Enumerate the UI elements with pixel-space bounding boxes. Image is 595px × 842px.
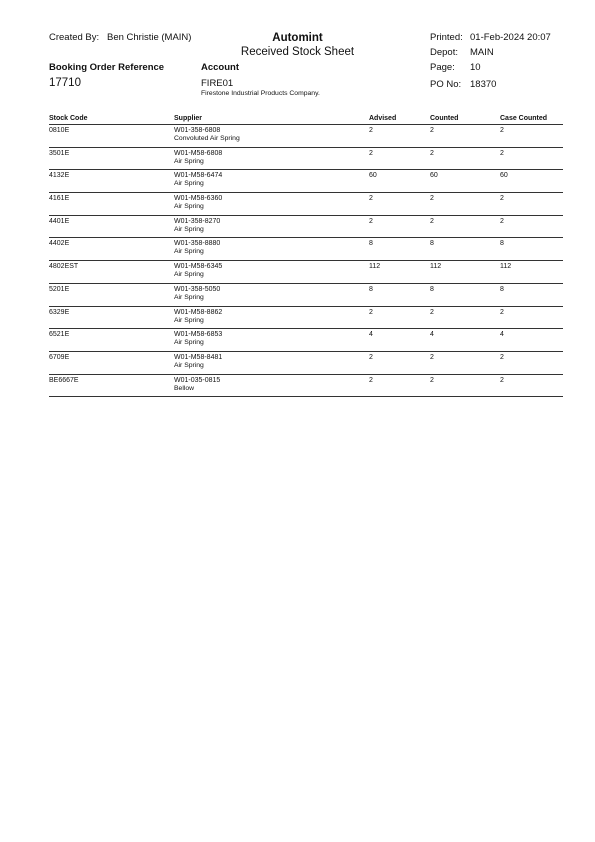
advised-qty: 60 <box>369 172 377 180</box>
table-row <box>49 375 563 398</box>
counted-qty: 2 <box>430 127 434 134</box>
advised-qty: 2 <box>369 308 373 316</box>
item-description: Convoluted Air Spring <box>174 135 240 142</box>
advised-qty: 2 <box>369 127 373 134</box>
counted-qty: 8 <box>430 240 434 248</box>
depot-label: Depot: <box>430 47 458 58</box>
advised-qty: 2 <box>369 195 373 203</box>
stock-code: 4161E <box>49 195 70 203</box>
counted-qty: 2 <box>430 149 434 157</box>
stock-code: 4132E <box>49 172 70 180</box>
supplier-code: W01-M58-6808 <box>174 149 223 157</box>
stock-code: 0810E <box>49 127 70 134</box>
stock-code: 4802EST <box>49 263 79 271</box>
advised-qty: 2 <box>369 376 373 384</box>
case-counted-qty: 112 <box>500 263 512 271</box>
stock-code: 6329E <box>49 308 70 316</box>
item-description: Air Spring <box>174 361 204 369</box>
counted-qty: 112 <box>430 263 442 271</box>
supplier-code: W01-035-0815 <box>174 376 221 384</box>
advised-qty: 2 <box>369 149 373 157</box>
created-by-label: Created By: <box>49 32 100 43</box>
case-counted-qty: 4 <box>500 331 504 339</box>
supplier-code: W01-358-8880 <box>174 240 221 248</box>
supplier-code: W01-M58-6474 <box>174 172 223 180</box>
advised-qty: 8 <box>369 240 373 248</box>
stock-code: 4401E <box>49 217 70 225</box>
stock-table <box>49 114 563 397</box>
counted-qty: 2 <box>430 353 434 361</box>
account-label: Account <box>201 62 239 73</box>
column-header-supplier: Supplier <box>174 115 203 122</box>
item-description: Air Spring <box>174 271 204 279</box>
document-title: Received Stock Sheet <box>240 46 355 58</box>
table-row <box>49 170 563 193</box>
supplier-code: W01-M58-6853 <box>174 331 223 339</box>
company-name: Automint <box>272 32 323 44</box>
supplier-code: W01-358-8270 <box>174 217 221 225</box>
item-description: Bellow <box>174 384 195 392</box>
table-row <box>49 125 563 148</box>
counted-qty: 8 <box>430 285 434 293</box>
table-row <box>49 216 563 239</box>
column-header-case-counted: Case Counted <box>500 115 548 122</box>
supplier-code: W01-M58-8481 <box>174 353 223 361</box>
table-header <box>49 114 563 125</box>
advised-qty: 2 <box>369 353 373 361</box>
advised-qty: 2 <box>369 217 373 225</box>
item-description: Air Spring <box>174 203 204 211</box>
counted-qty: 60 <box>430 172 438 180</box>
table-row <box>49 329 563 352</box>
account-code: FIRE01 <box>201 78 234 89</box>
item-description: Air Spring <box>174 225 204 233</box>
printed-label: Printed: <box>430 32 463 43</box>
supplier-code: W01-358-5050 <box>174 285 221 293</box>
item-description: Air Spring <box>174 293 204 301</box>
supplier-code: W01-358-6808 <box>174 127 221 134</box>
stock-code: 6709E <box>49 353 70 361</box>
case-counted-qty: 2 <box>500 376 504 384</box>
case-counted-qty: 2 <box>500 308 504 316</box>
table-row <box>49 307 563 330</box>
counted-qty: 2 <box>430 308 434 316</box>
column-header-advised: Advised <box>369 115 397 122</box>
case-counted-qty: 60 <box>500 172 508 180</box>
supplier-code: W01-M58-8862 <box>174 308 223 316</box>
booking-ref-value: 17710 <box>49 77 81 89</box>
supplier-code: W01-M58-6360 <box>174 195 223 203</box>
case-counted-qty: 2 <box>500 127 504 134</box>
column-header-stock-code: Stock Code <box>49 115 88 122</box>
advised-qty: 4 <box>369 331 373 339</box>
item-description: Air Spring <box>174 316 204 324</box>
created-by-value: Ben Christie (MAIN) <box>107 32 192 43</box>
page-value: 10 <box>470 62 481 73</box>
case-counted-qty: 2 <box>500 353 504 361</box>
case-counted-qty: 2 <box>500 149 504 157</box>
table-row <box>49 193 563 216</box>
table-row <box>49 352 563 375</box>
case-counted-qty: 2 <box>500 217 504 225</box>
account-name: Firestone Industrial Products Company. <box>201 90 320 97</box>
stock-code: 6521E <box>49 331 70 339</box>
table-row <box>49 238 563 261</box>
supplier-code: W01-M58-6345 <box>174 263 223 271</box>
stock-code: 4402E <box>49 240 70 248</box>
advised-qty: 112 <box>369 263 381 271</box>
table-row <box>49 261 563 284</box>
counted-qty: 4 <box>430 331 434 339</box>
item-description: Air Spring <box>174 339 204 347</box>
column-header-counted: Counted <box>430 115 459 122</box>
po-value: 18370 <box>470 79 497 90</box>
counted-qty: 2 <box>430 195 434 203</box>
printed-value: 01-Feb-2024 20:07 <box>470 32 551 43</box>
stock-code: BE6667E <box>49 376 79 384</box>
page-label: Page: <box>430 62 455 73</box>
table-row <box>49 148 563 171</box>
table-row <box>49 284 563 307</box>
case-counted-qty: 2 <box>500 195 504 203</box>
case-counted-qty: 8 <box>500 240 504 248</box>
depot-value: MAIN <box>470 47 494 58</box>
counted-qty: 2 <box>430 376 434 384</box>
item-description: Air Spring <box>174 157 204 165</box>
counted-qty: 2 <box>430 217 434 225</box>
advised-qty: 8 <box>369 285 373 293</box>
stock-code: 3501E <box>49 149 70 157</box>
stock-code: 5201E <box>49 285 70 293</box>
case-counted-qty: 8 <box>500 285 504 293</box>
booking-ref-label: Booking Order Reference <box>49 62 165 73</box>
item-description: Air Spring <box>174 248 204 256</box>
po-label: PO No: <box>430 79 462 90</box>
item-description: Air Spring <box>174 180 204 188</box>
